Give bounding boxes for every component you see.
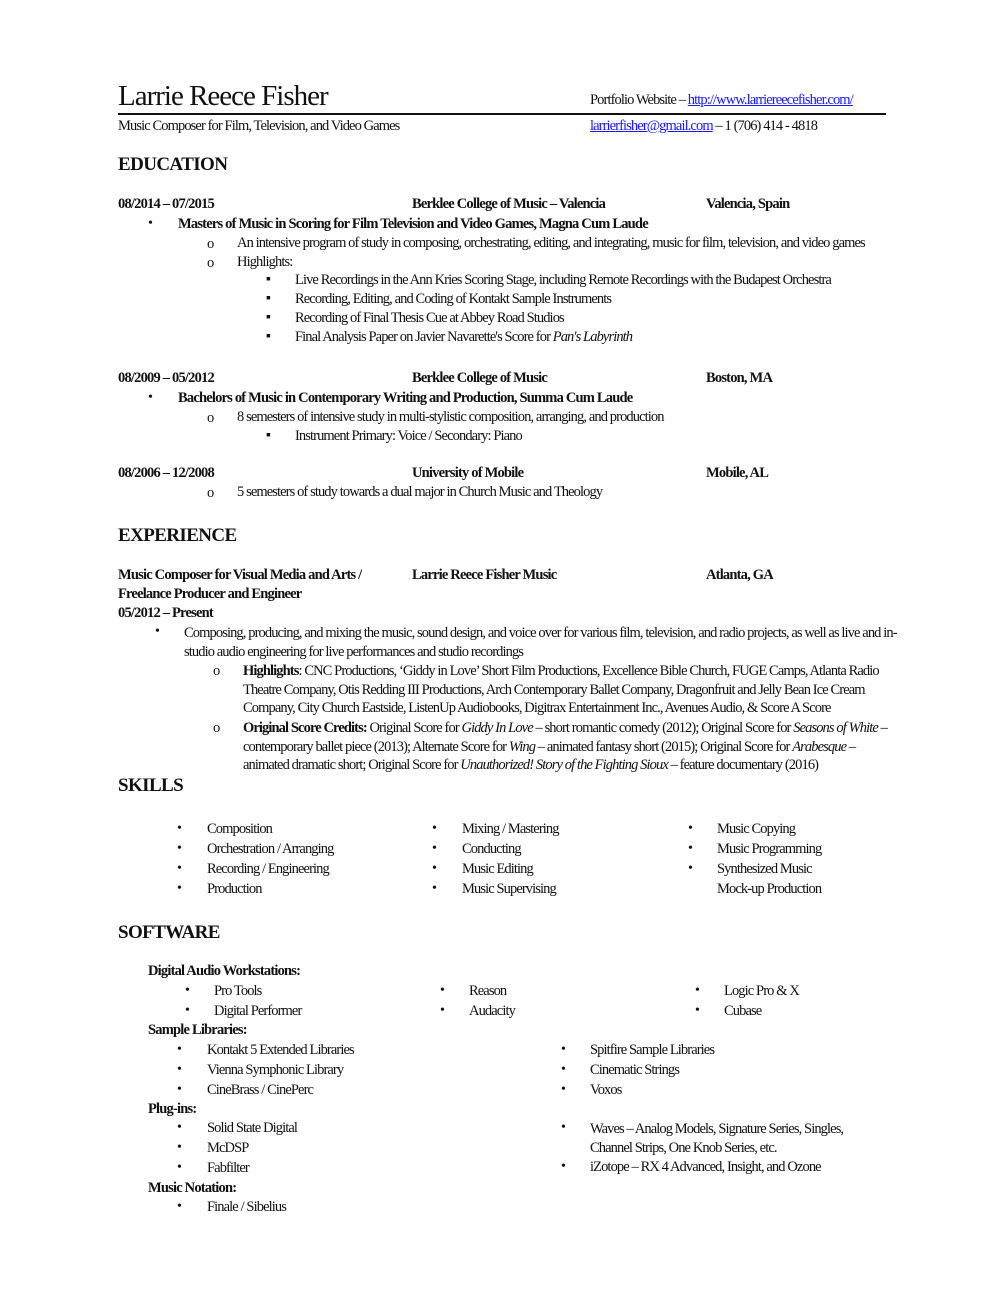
exp-credit-segment: – animated fantasy short (2015); Original Score for xyxy=(535,738,793,755)
portfolio-label: Portfolio Website – xyxy=(590,92,688,108)
sample-library-item: Kontakt 5 Extended Libraries xyxy=(207,1042,354,1058)
bullet-disc-icon: • xyxy=(185,1003,190,1018)
plugin-item: Fabfilter xyxy=(207,1160,249,1176)
sample-library-item: CineBrass / CinePerc xyxy=(207,1082,314,1098)
edu3-sub1: 5 semesters of study towards a dual major in Church Music and Theology xyxy=(237,484,603,500)
sample-library-item: Vienna Symphonic Library xyxy=(207,1062,344,1078)
experience-heading: EXPERIENCE xyxy=(118,525,237,546)
edu1-dates: 08/2014 – 07/2015 xyxy=(118,196,214,212)
sample-library-item: Spitfire Sample Libraries xyxy=(590,1042,715,1058)
plugin-item: Solid State Digital xyxy=(207,1120,298,1136)
exp-credit-segment: Original Score for xyxy=(366,720,462,736)
bullet-disc-icon: • xyxy=(688,821,693,836)
tagline: Music Composer for Film, Television, and Video Games xyxy=(118,118,400,134)
resume-name: Larrie Reece Fisher xyxy=(118,80,328,112)
bullet-disc-icon: • xyxy=(688,841,693,856)
edu1-highlight-3: Recording of Final Thesis Cue at Abbey Road Studios xyxy=(295,310,564,326)
skill-item: Music Copying xyxy=(717,821,796,837)
software-heading: SOFTWARE xyxy=(118,922,220,943)
bullet-disc-icon: • xyxy=(432,841,437,856)
samples-label: Sample Libraries: xyxy=(148,1022,247,1038)
edu3-dates: 08/2006 – 12/2008 xyxy=(118,465,214,481)
daw-item: Digital Performer xyxy=(214,1003,302,1019)
bullet-disc-icon: • xyxy=(177,1140,182,1155)
skill-item: Mixing / Mastering xyxy=(462,821,559,837)
edu1-location: Valencia, Spain xyxy=(706,196,790,212)
exp-credit-segment: Wing xyxy=(508,738,536,755)
portfolio-line xyxy=(590,92,853,109)
exp-summary: Composing, producing, and mixing the music, sound design, and voice over for various film, television, and radio projects, as well as live and in-studio audio engineering for live performances and studio recordings xyxy=(184,625,897,660)
skill-item: Conducting xyxy=(462,841,521,857)
edu2-sub1: 8 semesters of intensive study in multi-stylistic composition, arranging, and production xyxy=(237,409,664,425)
bullet-disc-icon: • xyxy=(148,216,153,231)
edu1-sub2: Highlights: xyxy=(237,254,293,270)
skill-item: Production xyxy=(207,881,262,897)
notation-item: Finale / Sibelius xyxy=(207,1199,286,1215)
bullet-disc-icon: • xyxy=(177,881,182,896)
bullet-disc-icon: • xyxy=(148,390,153,405)
exp-credit-segment: – short romantic comedy (2012); Original Score for xyxy=(532,720,794,736)
bullet-disc-icon: • xyxy=(155,624,160,639)
edu1-school: Berklee College of Music – Valencia xyxy=(412,196,606,212)
bullet-disc-icon: • xyxy=(177,1199,182,1214)
bullet-square-icon: ▪ xyxy=(266,310,271,325)
skill-item: Synthesized Music xyxy=(717,861,812,877)
bullet-disc-icon: • xyxy=(440,983,445,998)
edu1-highlight-4-text: Final Analysis Paper on Javier Navarette's Score for xyxy=(295,329,553,345)
skill-item: Music Editing xyxy=(462,861,533,877)
sample-library-item: Voxos xyxy=(590,1082,622,1098)
exp-title-line1: Music Composer for Visual Media and Arts / xyxy=(118,567,362,583)
bullet-disc-icon: • xyxy=(561,1062,566,1077)
bullet-disc-icon: • xyxy=(561,1159,566,1174)
exp-credit-segment: Giddy In Love xyxy=(461,720,533,736)
exp-dates: 05/2012 – Present xyxy=(118,605,213,621)
bullet-disc-icon: • xyxy=(177,1120,182,1135)
bullet-disc-icon: • xyxy=(440,1003,445,1018)
edu1-sub1: An intensive program of study in composing, orchestrating, editing, and integrating, music for film, television, and video games xyxy=(237,235,865,251)
bullet-disc-icon: • xyxy=(177,821,182,836)
edu1-degree: Masters of Music in Scoring for Film Television and Video Games, Magna Cum Laude xyxy=(178,216,648,232)
bullet-disc-icon: • xyxy=(561,1082,566,1097)
bullet-circle-icon: o xyxy=(213,720,220,736)
bullet-square-icon: ▪ xyxy=(266,291,271,306)
bullet-disc-icon: • xyxy=(695,983,700,998)
bullet-disc-icon: • xyxy=(177,861,182,876)
plugin-izotope: iZotope – RX 4 Advanced, Insight, and Ozone xyxy=(590,1159,821,1175)
exp-highlights-label: Highlights xyxy=(243,663,299,679)
plugin-item: McDSP xyxy=(207,1140,249,1156)
exp-credit-segment: – contemporary ballet piece (2013); Alternate Score for xyxy=(243,720,887,755)
edu2-detail: Instrument Primary: Voice / Secondary: Piano xyxy=(295,428,522,444)
edu2-school: Berklee College of Music xyxy=(412,370,548,386)
bullet-disc-icon: • xyxy=(177,1042,182,1057)
skills-heading: SKILLS xyxy=(118,775,184,796)
bullet-disc-icon: • xyxy=(561,1042,566,1057)
exp-credit-segment: Unauthorized! Story of the Fighting Sioux xyxy=(460,757,668,774)
exp-highlights xyxy=(243,662,893,718)
bullet-disc-icon: • xyxy=(177,841,182,856)
edu2-dates: 08/2009 – 05/2012 xyxy=(118,370,214,386)
skill-item: Music Supervising xyxy=(462,881,556,897)
header-divider xyxy=(118,113,886,115)
email-link[interactable]: larrierfisher@gmail.com xyxy=(590,118,713,134)
sample-library-item: Cinematic Strings xyxy=(590,1062,680,1078)
bullet-square-icon: ▪ xyxy=(266,272,271,287)
daw-item: Logic Pro & X xyxy=(724,983,799,999)
edu1-highlight-2: Recording, Editing, and Coding of Kontakt Sample Instruments xyxy=(295,291,612,307)
bullet-disc-icon: • xyxy=(561,1120,566,1135)
exp-highlights-text: : CNC Productions, ‘Giddy in Love’ Short Film Productions, Excellence Bible Church, FUGE Camps, Atlanta Radio Theatre Company, Otis Redding III Productions, Arch Contemporary Ballet Company, Dragonfruit and Jelly Bean Ice Cream Company, City Church Eastside, ListenUp Audiobooks, Digitrax Entertainment Inc., Avenues Audio, & Score A Score xyxy=(243,663,879,717)
skill-item: Composition xyxy=(207,821,273,837)
bullet-disc-icon: • xyxy=(185,983,190,998)
edu2-degree: Bachelors of Music in Contemporary Writing and Production, Summa Cum Laude xyxy=(178,390,633,406)
skill-item: Mock-up Production xyxy=(717,881,822,897)
plugins-label: Plug-ins: xyxy=(148,1101,197,1117)
edu1-highlight-4-title: Pan's Labyrinth xyxy=(552,329,633,345)
edu3-location: Mobile, AL xyxy=(706,465,769,481)
exp-credit-segment: Arabesque xyxy=(792,738,847,755)
daw-item: Audacity xyxy=(469,1003,515,1019)
plugin-waves: Waves – Analog Models, Signature Series, Singles, Channel Strips, One Knob Series, etc. xyxy=(590,1121,844,1156)
edu1-highlight-4 xyxy=(295,329,632,346)
bullet-square-icon: ▪ xyxy=(266,329,271,344)
bullet-circle-icon: o xyxy=(207,485,214,501)
bullet-circle-icon: o xyxy=(207,236,214,252)
exp-location: Atlanta, GA xyxy=(706,567,773,583)
bullet-circle-icon: o xyxy=(207,255,214,271)
bullet-circle-icon: o xyxy=(213,663,220,679)
skill-item: Orchestration / Arranging xyxy=(207,841,334,857)
daw-item: Reason xyxy=(469,983,507,999)
exp-credit-segment: – feature documentary (2016) xyxy=(667,757,819,774)
contact-line xyxy=(590,118,817,135)
education-heading: EDUCATION xyxy=(118,154,228,175)
bullet-disc-icon: • xyxy=(177,1082,182,1097)
bullet-disc-icon: • xyxy=(432,881,437,896)
bullet-disc-icon: • xyxy=(177,1160,182,1175)
exp-credit-segment: Seasons of White xyxy=(793,720,878,736)
bullet-square-icon: ▪ xyxy=(266,428,271,443)
bullet-disc-icon: • xyxy=(688,861,693,876)
exp-title-line2: Freelance Producer and Engineer xyxy=(118,586,302,602)
daw-label: Digital Audio Workstations: xyxy=(148,963,301,979)
notation-label: Music Notation: xyxy=(148,1180,237,1196)
portfolio-link[interactable]: http://www.larriereecefisher.com/ xyxy=(687,92,853,108)
bullet-disc-icon: • xyxy=(695,1003,700,1018)
phone: – 1 (706) 414 - 4818 xyxy=(712,118,818,134)
skill-item: Recording / Engineering xyxy=(207,861,329,877)
edu3-school: University of Mobile xyxy=(412,465,524,481)
bullet-disc-icon: • xyxy=(432,861,437,876)
daw-item: Pro Tools xyxy=(214,983,262,999)
bullet-disc-icon: • xyxy=(432,821,437,836)
exp-credits-label: Original Score Credits: xyxy=(243,720,367,736)
edu2-location: Boston, MA xyxy=(706,370,773,386)
edu1-highlight-1: Live Recordings in the Ann Kries Scoring Stage, including Remote Recordings with the Budapest Orchestra xyxy=(295,272,831,288)
exp-credits xyxy=(243,719,893,775)
exp-company: Larrie Reece Fisher Music xyxy=(412,567,557,583)
bullet-circle-icon: o xyxy=(207,410,214,426)
skill-item: Music Programming xyxy=(717,841,822,857)
daw-item: Cubase xyxy=(724,1003,762,1019)
exp-credit-segment: – animated dramatic short; Original Score for xyxy=(243,738,856,774)
bullet-disc-icon: • xyxy=(177,1062,182,1077)
